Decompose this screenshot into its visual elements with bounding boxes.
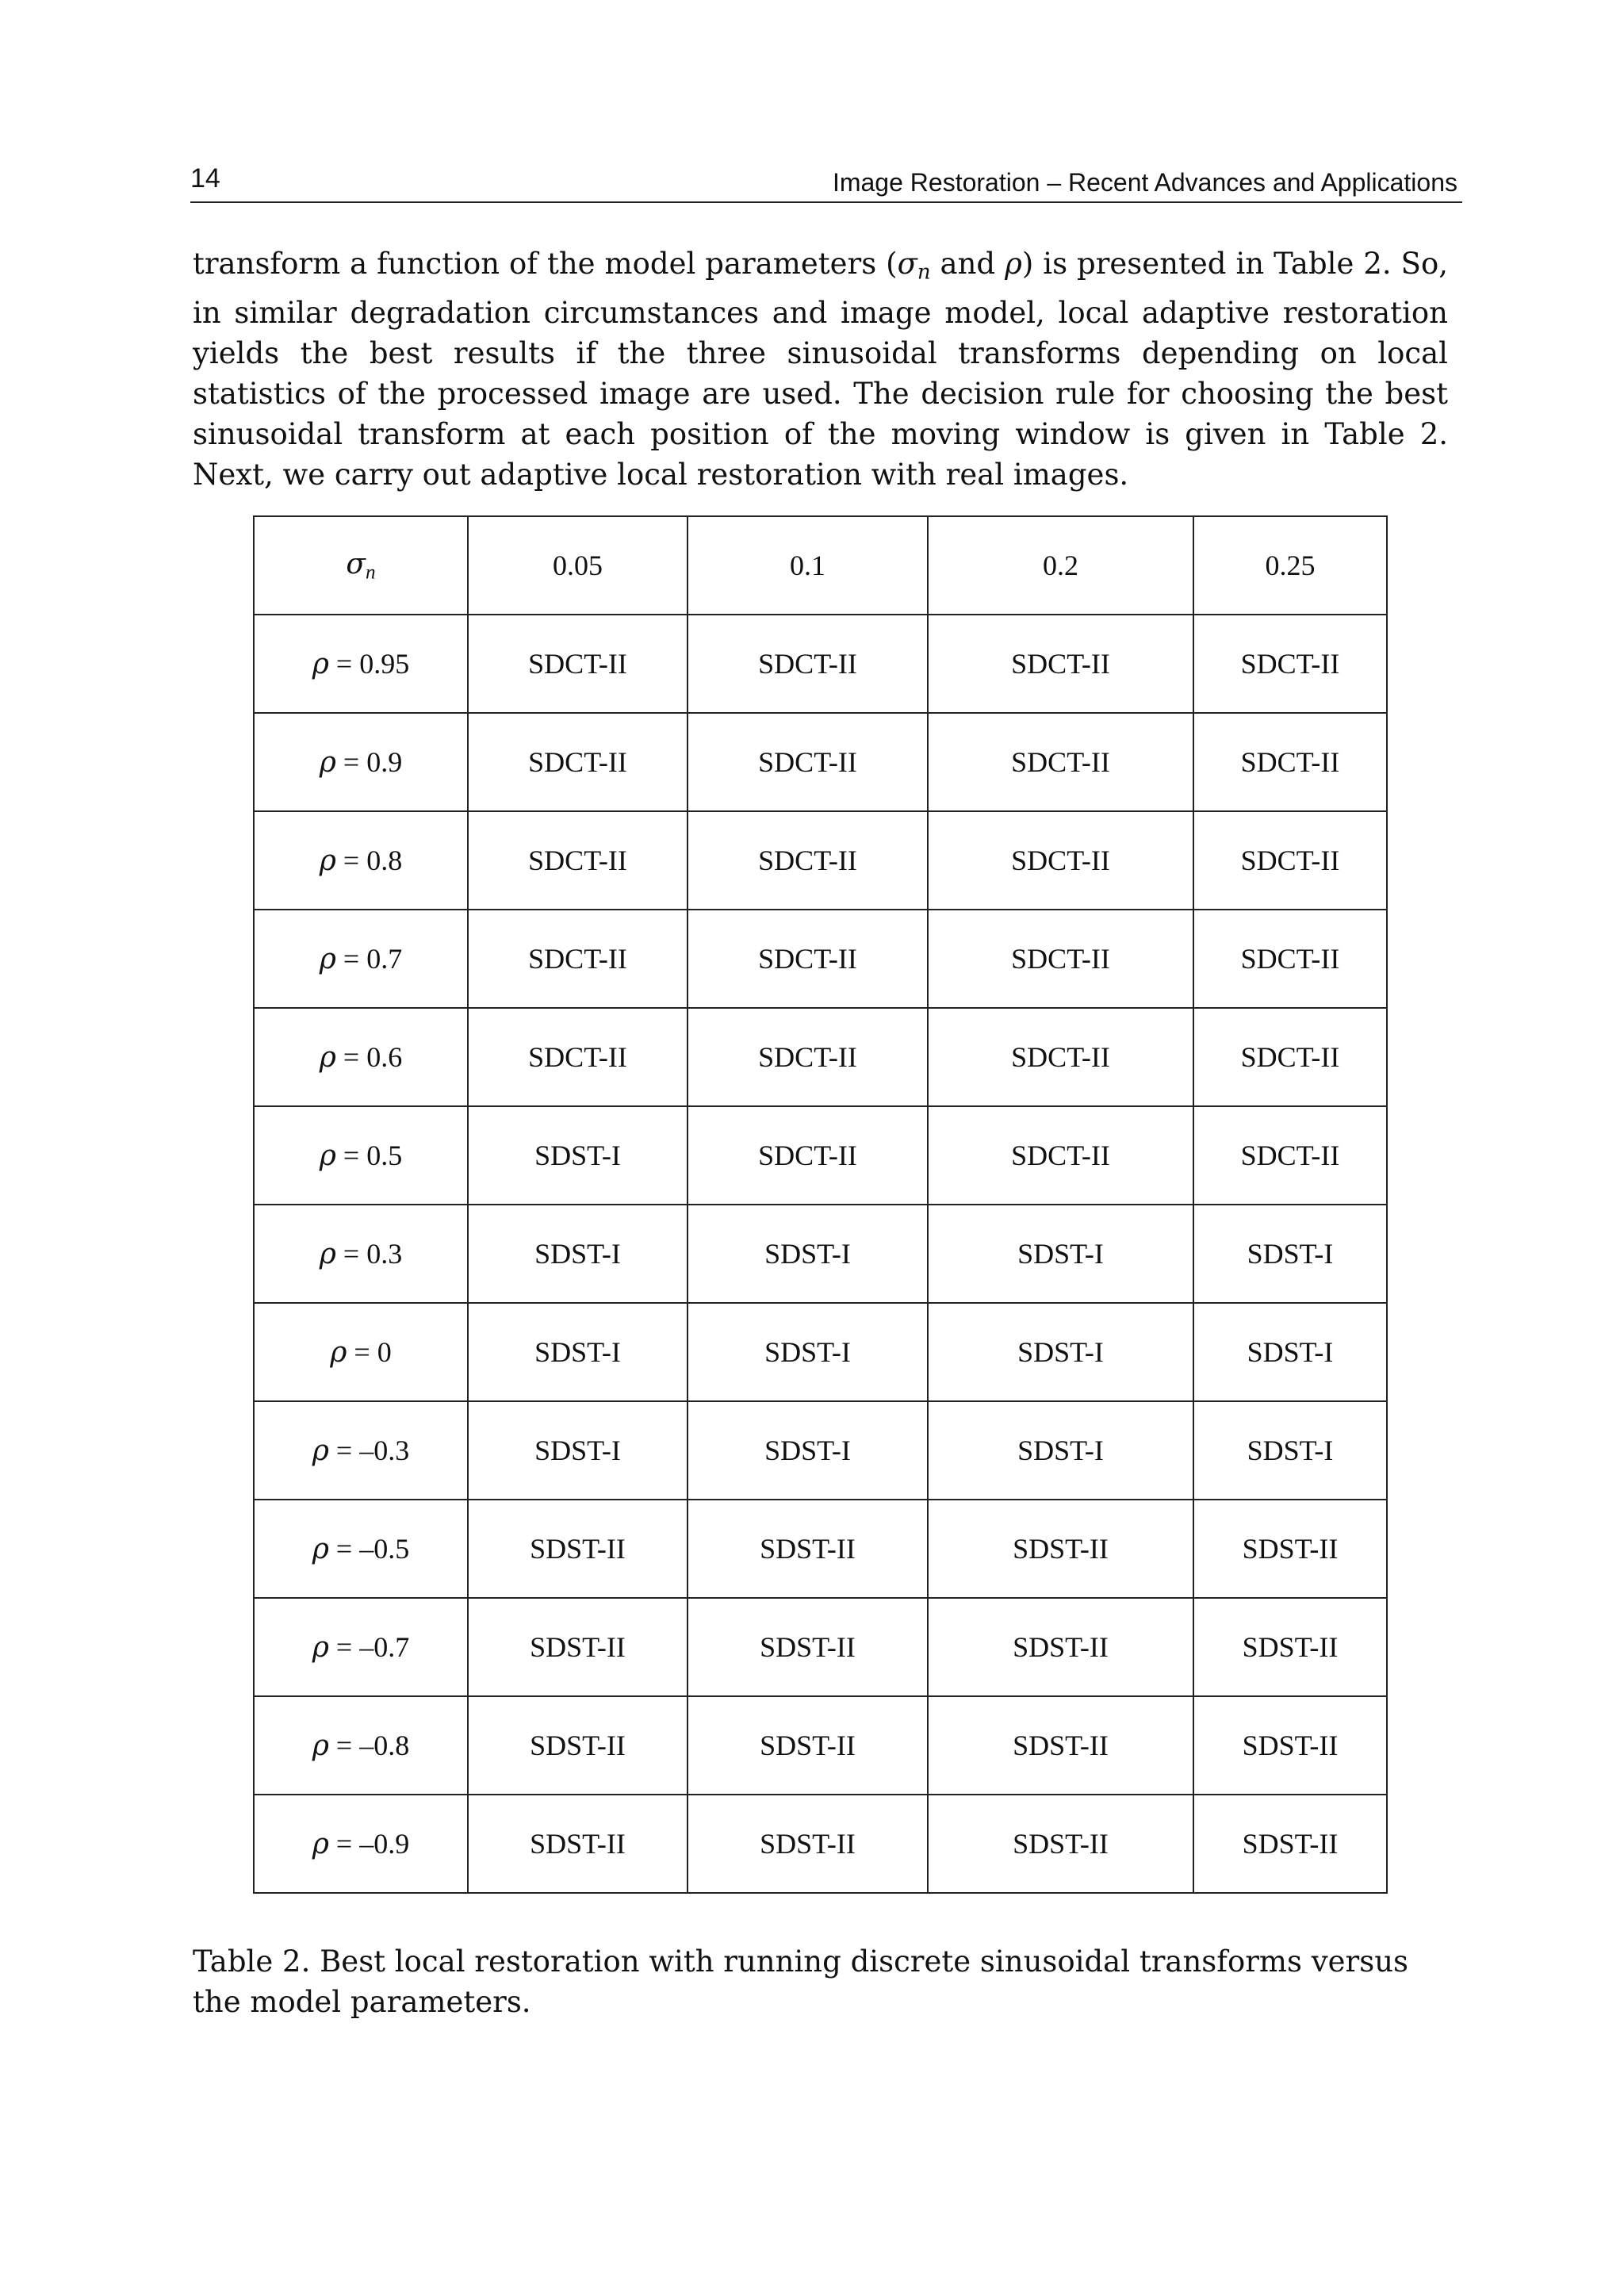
row-rho-symbol: ρ bbox=[319, 1140, 336, 1172]
table-header-row bbox=[254, 516, 1387, 615]
row-label bbox=[254, 1500, 468, 1598]
table-cell: SDCT-II bbox=[928, 615, 1193, 713]
paragraph-text-after: ) is presented in Table 2. So, in similar degradation circumstances and image model, local adaptive restoration yields the best results if the three sinusoidal transforms depending on local statistics of the processed image are used. The decision rule for choosing the best sinusoidal transform at each position of the moving window is given in Table 2. Next, we carry out adaptive local restoration with real images. bbox=[193, 247, 1448, 492]
row-label bbox=[254, 1696, 468, 1795]
row-label bbox=[254, 713, 468, 811]
table-cell: SDST-II bbox=[928, 1598, 1193, 1696]
table-cell: SDCT-II bbox=[468, 713, 688, 811]
row-rho-symbol: ρ bbox=[319, 746, 336, 779]
page-header bbox=[190, 162, 1462, 203]
row-rho-symbol: ρ bbox=[319, 1041, 336, 1074]
row-rho-symbol: ρ bbox=[312, 1533, 329, 1565]
table-cell: SDST-I bbox=[928, 1303, 1193, 1401]
table-row bbox=[254, 1401, 1387, 1500]
row-rho-value: = 0.95 bbox=[328, 648, 410, 680]
table-cell: SDCT-II bbox=[688, 811, 928, 910]
table-cell: SDST-II bbox=[928, 1500, 1193, 1598]
row-label bbox=[254, 910, 468, 1008]
table-cell: SDST-I bbox=[468, 1401, 688, 1500]
table-cell: SDCT-II bbox=[688, 910, 928, 1008]
table-row bbox=[254, 1598, 1387, 1696]
row-label bbox=[254, 811, 468, 910]
row-rho-value: = –0.8 bbox=[328, 1730, 410, 1761]
table-row bbox=[254, 1696, 1387, 1795]
table-cell: SDCT-II bbox=[688, 1008, 928, 1106]
row-rho-symbol: ρ bbox=[330, 1336, 347, 1369]
table-cell: SDCT-II bbox=[1193, 1106, 1387, 1205]
row-rho-value: = 0.5 bbox=[335, 1140, 403, 1171]
table-cell: SDST-II bbox=[468, 1696, 688, 1795]
table-cell: SDST-I bbox=[928, 1205, 1193, 1303]
table-cell: SDST-I bbox=[1193, 1303, 1387, 1401]
table-row bbox=[254, 615, 1387, 713]
sigma-subscript: n bbox=[917, 260, 931, 285]
table-cell: SDST-II bbox=[468, 1500, 688, 1598]
table-row bbox=[254, 1303, 1387, 1401]
row-rho-value: = –0.7 bbox=[328, 1631, 410, 1663]
paragraph-and: and bbox=[930, 247, 1005, 281]
row-rho-value: = –0.9 bbox=[328, 1828, 410, 1860]
table-cell: SDCT-II bbox=[1193, 713, 1387, 811]
table-cell: SDST-II bbox=[1193, 1500, 1387, 1598]
table-cell: SDST-I bbox=[688, 1205, 928, 1303]
table-cell: SDST-II bbox=[688, 1696, 928, 1795]
column-header: 0.2 bbox=[928, 516, 1193, 615]
row-rho-symbol: ρ bbox=[312, 1435, 329, 1467]
paragraph-text-before: transform a function of the model parameters ( bbox=[193, 247, 898, 281]
row-rho-value: = 0.6 bbox=[335, 1041, 403, 1073]
table-cell: SDCT-II bbox=[1193, 910, 1387, 1008]
table-cell: SDST-I bbox=[688, 1303, 928, 1401]
table-body bbox=[254, 516, 1387, 1893]
table-cell: SDST-II bbox=[1193, 1795, 1387, 1893]
table-cell: SDST-II bbox=[928, 1795, 1193, 1893]
rho-symbol: ρ bbox=[1005, 247, 1022, 281]
row-rho-value: = 0.8 bbox=[335, 845, 403, 876]
column-header: 0.05 bbox=[468, 516, 688, 615]
table-cell: SDCT-II bbox=[688, 615, 928, 713]
table-row bbox=[254, 1008, 1387, 1106]
running-title: Image Restoration – Recent Advances and Applications bbox=[832, 168, 1457, 197]
table-row bbox=[254, 1106, 1387, 1205]
row-rho-value: = 0 bbox=[347, 1336, 392, 1368]
table-cell: SDCT-II bbox=[468, 910, 688, 1008]
table-cell: SDST-II bbox=[468, 1795, 688, 1893]
table-cell: SDST-II bbox=[928, 1696, 1193, 1795]
row-rho-symbol: ρ bbox=[319, 845, 336, 877]
table-cell: SDCT-II bbox=[928, 1008, 1193, 1106]
table-cell: SDST-I bbox=[468, 1303, 688, 1401]
row-rho-symbol: ρ bbox=[319, 943, 336, 975]
table-cell: SDCT-II bbox=[928, 811, 1193, 910]
table-cell: SDST-I bbox=[928, 1401, 1193, 1500]
table-cell: SDCT-II bbox=[928, 713, 1193, 811]
table-cell: SDST-II bbox=[1193, 1598, 1387, 1696]
row-label bbox=[254, 1303, 468, 1401]
table-cell: SDCT-II bbox=[688, 1106, 928, 1205]
table-cell: SDCT-II bbox=[928, 1106, 1193, 1205]
transform-table bbox=[253, 515, 1388, 1894]
table-row bbox=[254, 1500, 1387, 1598]
row-label bbox=[254, 615, 468, 713]
row-label bbox=[254, 1205, 468, 1303]
corner-cell bbox=[254, 516, 468, 615]
table-caption: Table 2. Best local restoration with running discrete sinusoidal transforms versus the model parameters. bbox=[193, 1944, 1409, 2019]
row-rho-symbol: ρ bbox=[312, 1631, 329, 1664]
row-label bbox=[254, 1795, 468, 1893]
table-cell: SDST-II bbox=[688, 1598, 928, 1696]
row-label bbox=[254, 1598, 468, 1696]
row-label bbox=[254, 1401, 468, 1500]
table-cell: SDCT-II bbox=[928, 910, 1193, 1008]
table-cell: SDST-I bbox=[688, 1401, 928, 1500]
table-cell: SDST-II bbox=[688, 1500, 928, 1598]
table-cell: SDCT-II bbox=[468, 615, 688, 713]
row-rho-value: = 0.7 bbox=[335, 943, 403, 975]
table-cell: SDCT-II bbox=[1193, 811, 1387, 910]
table-cell: SDST-I bbox=[468, 1106, 688, 1205]
body-paragraph bbox=[193, 243, 1448, 495]
row-rho-symbol: ρ bbox=[312, 1828, 329, 1860]
corner-subscript: n bbox=[365, 561, 376, 584]
page-number: 14 bbox=[190, 163, 220, 193]
table-cell: SDCT-II bbox=[468, 1008, 688, 1106]
table-row bbox=[254, 1795, 1387, 1893]
row-rho-value: = 0.3 bbox=[335, 1238, 403, 1270]
table-cell: SDCT-II bbox=[468, 811, 688, 910]
table-row bbox=[254, 713, 1387, 811]
table-cell: SDST-I bbox=[1193, 1205, 1387, 1303]
table-row bbox=[254, 910, 1387, 1008]
table-cell: SDST-II bbox=[688, 1795, 928, 1893]
table-row bbox=[254, 1205, 1387, 1303]
table-cell: SDCT-II bbox=[1193, 615, 1387, 713]
corner-sigma: σ bbox=[346, 547, 366, 580]
column-header: 0.25 bbox=[1193, 516, 1387, 615]
row-rho-value: = –0.5 bbox=[328, 1533, 410, 1565]
row-rho-symbol: ρ bbox=[319, 1238, 336, 1270]
row-label bbox=[254, 1106, 468, 1205]
table-cell: SDST-II bbox=[468, 1598, 688, 1696]
sigma-symbol: σ bbox=[897, 247, 917, 281]
table-cell: SDST-I bbox=[468, 1205, 688, 1303]
table-row bbox=[254, 811, 1387, 910]
table-cell: SDCT-II bbox=[688, 713, 928, 811]
row-rho-symbol: ρ bbox=[312, 1730, 329, 1762]
table-cell: SDST-II bbox=[1193, 1696, 1387, 1795]
table-cell: SDST-I bbox=[1193, 1401, 1387, 1500]
row-rho-value: = 0.9 bbox=[335, 746, 403, 778]
table-cell: SDCT-II bbox=[1193, 1008, 1387, 1106]
row-rho-value: = –0.3 bbox=[328, 1435, 410, 1466]
row-label bbox=[254, 1008, 468, 1106]
column-header: 0.1 bbox=[688, 516, 928, 615]
row-rho-symbol: ρ bbox=[312, 648, 329, 680]
